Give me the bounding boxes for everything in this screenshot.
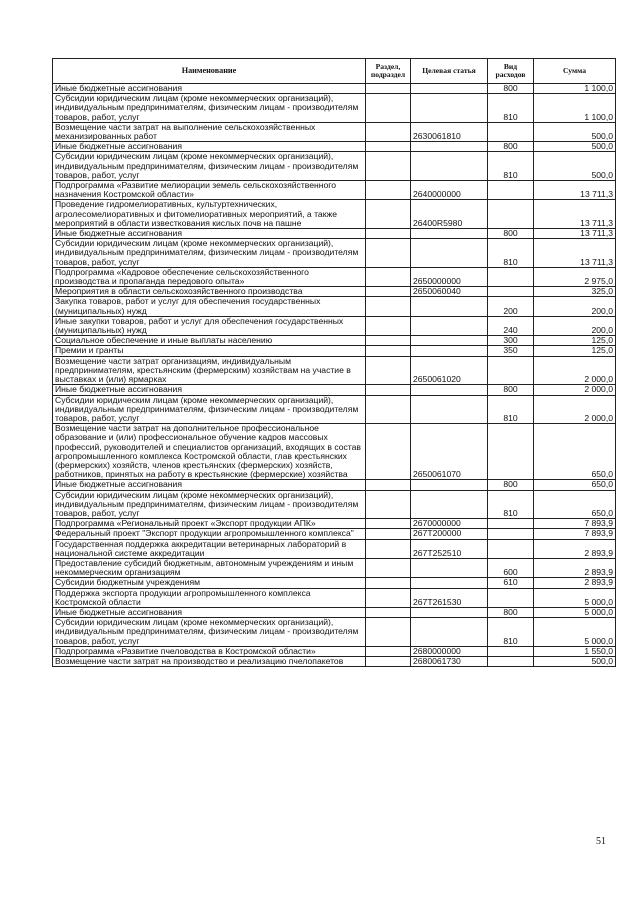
cell-type: 800 (488, 142, 534, 152)
cell-type (488, 122, 534, 141)
cell-sum: 650,0 (534, 480, 616, 490)
cell-section (366, 529, 411, 539)
table-header-row (53, 59, 616, 84)
table-row (53, 480, 616, 490)
cell-target (411, 607, 488, 617)
cell-target: 2680000000 (411, 646, 488, 656)
cell-sum: 500,0 (534, 122, 616, 141)
cell-name: Предоставление субсидий бюджетным, автономным учреждениям и иным некоммерческим организациям (53, 558, 366, 577)
cell-name: Подпрограмма «Региональный проект «Экспорт продукции АПК» (53, 519, 366, 529)
header-name: Наименование (53, 59, 366, 84)
cell-name: Иные бюджетные ассигнования (53, 142, 366, 152)
cell-name: Подпрограмма «Развитие мелиорации земель сельскохозяйственного назначения Костромской области» (53, 181, 366, 200)
cell-sum: 500,0 (534, 142, 616, 152)
cell-name: Субсидии бюджетным учреждениям (53, 578, 366, 588)
cell-type (488, 200, 534, 229)
cell-section (366, 200, 411, 229)
cell-target: 2650061070 (411, 424, 488, 480)
cell-section (366, 336, 411, 346)
cell-section (366, 578, 411, 588)
cell-name: Субсидии юридическим лицам (кроме некоммерческих организаций), индивидуальным предпринимателям, физическим лицам - производителям товаров, работ, услуг (53, 395, 366, 424)
cell-type: 200 (488, 297, 534, 316)
table-row (53, 181, 616, 200)
cell-type: 610 (488, 578, 534, 588)
header-type: Вид расходов (488, 59, 534, 84)
cell-type: 800 (488, 607, 534, 617)
cell-target (411, 346, 488, 356)
cell-sum: 200,0 (534, 316, 616, 335)
cell-name: Возмещение части затрат на выполнение сельскохозяйственных механизированных работ (53, 122, 366, 141)
cell-name: Возмещение части затрат организациям, индивидуальным предпринимателям, крестьянским (фермерским) хозяйствам на участие в выставках и (или) ярмарках (53, 356, 366, 385)
cell-target (411, 152, 488, 181)
table-row (53, 346, 616, 356)
table-row (53, 490, 616, 519)
budget-table (52, 58, 616, 667)
cell-sum: 5 000,0 (534, 588, 616, 607)
table-row (53, 239, 616, 268)
cell-name: Иные закупки товаров, работ и услуг для обеспечения государственных (муниципальных) нужд (53, 316, 366, 335)
cell-section (366, 519, 411, 529)
cell-section (366, 607, 411, 617)
cell-target: 2670000000 (411, 519, 488, 529)
cell-sum: 2 893,9 (534, 578, 616, 588)
cell-sum: 650,0 (534, 424, 616, 480)
table-row (53, 356, 616, 385)
cell-sum: 2 975,0 (534, 267, 616, 286)
cell-section (366, 558, 411, 577)
cell-sum: 13 711,3 (534, 239, 616, 268)
page-number: 51 (596, 836, 606, 847)
cell-target (411, 94, 488, 123)
cell-type: 600 (488, 558, 534, 577)
cell-type: 350 (488, 346, 534, 356)
cell-type: 810 (488, 94, 534, 123)
cell-target (411, 385, 488, 395)
table-row (53, 385, 616, 395)
cell-name: Возмещение части затрат на дополнительное профессиональное образование и (или) профессиональное обучение кадров массовых профессий, руководителей и специалистов организаций, входящих в состав агропромышленного комплекса Костромской области, глав крестьянских (фермерских) хозяйств, членов крестьянских (фермерских) хозяйств, работников, принятых на работу в крестьянские (фермерские) хозяйства (53, 424, 366, 480)
cell-type: 810 (488, 490, 534, 519)
cell-name: Возмещение части затрат на производство и реализацию пчелопакетов (53, 656, 366, 666)
cell-name: Поддержка экспорта продукции агропромышленного комплекса Костромской области (53, 588, 366, 607)
cell-target (411, 618, 488, 647)
cell-target (411, 558, 488, 577)
table-row (53, 424, 616, 480)
cell-type: 800 (488, 229, 534, 239)
cell-section (366, 490, 411, 519)
cell-name: Иные бюджетные ассигнования (53, 385, 366, 395)
cell-section (366, 229, 411, 239)
cell-name: Социальное обеспечение и иные выплаты населению (53, 336, 366, 346)
table-row (53, 84, 616, 94)
cell-target (411, 316, 488, 335)
cell-target: 2650060040 (411, 287, 488, 297)
cell-target: 2630061810 (411, 122, 488, 141)
cell-type: 800 (488, 84, 534, 94)
cell-sum: 5 000,0 (534, 618, 616, 647)
cell-type (488, 529, 534, 539)
table-row (53, 142, 616, 152)
cell-type: 300 (488, 336, 534, 346)
cell-sum: 13 711,3 (534, 200, 616, 229)
cell-type (488, 539, 534, 558)
cell-target (411, 229, 488, 239)
table-row (53, 558, 616, 577)
cell-name: Субсидии юридическим лицам (кроме некоммерческих организаций), индивидуальным предпринимателям, физическим лицам - производителям товаров, работ, услуг (53, 239, 366, 268)
cell-sum: 5 000,0 (534, 607, 616, 617)
cell-sum: 1 100,0 (534, 84, 616, 94)
cell-sum: 325,0 (534, 287, 616, 297)
cell-name: Иные бюджетные ассигнования (53, 229, 366, 239)
cell-section (366, 356, 411, 385)
cell-sum: 13 711,3 (534, 229, 616, 239)
cell-type: 810 (488, 618, 534, 647)
cell-section (366, 480, 411, 490)
cell-name: Подпрограмма «Кадровое обеспечение сельскохозяйственного производства и пропаганда передового опыта» (53, 267, 366, 286)
cell-type: 800 (488, 480, 534, 490)
header-target: Целевая статья (411, 59, 488, 84)
table-row (53, 607, 616, 617)
cell-type (488, 267, 534, 286)
cell-target (411, 480, 488, 490)
cell-name: Закупка товаров, работ и услуг для обеспечения государственных (муниципальных) нужд (53, 297, 366, 316)
cell-sum: 500,0 (534, 656, 616, 666)
cell-section (366, 297, 411, 316)
cell-type: 810 (488, 395, 534, 424)
table-row (53, 122, 616, 141)
cell-name: Мероприятия в области сельскохозяйственного производства (53, 287, 366, 297)
cell-sum: 500,0 (534, 152, 616, 181)
cell-sum: 7 893,9 (534, 519, 616, 529)
cell-sum: 2 000,0 (534, 395, 616, 424)
cell-name: Федеральный проект "Экспорт продукции агропромышленного комплекса" (53, 529, 366, 539)
table-row (53, 297, 616, 316)
table-row (53, 656, 616, 666)
table-row (53, 529, 616, 539)
cell-target (411, 84, 488, 94)
cell-sum: 2 893,9 (534, 558, 616, 577)
table-row (53, 395, 616, 424)
cell-name: Субсидии юридическим лицам (кроме некоммерческих организаций), индивидуальным предпринимателям, физическим лицам - производителям товаров, работ, услуг (53, 490, 366, 519)
cell-type (488, 588, 534, 607)
cell-target: 2650000000 (411, 267, 488, 286)
cell-target: 267Т200000 (411, 529, 488, 539)
cell-target: 2680061730 (411, 656, 488, 666)
header-sum: Сумма (534, 59, 616, 84)
cell-section (366, 395, 411, 424)
cell-name: Иные бюджетные ассигнования (53, 480, 366, 490)
cell-sum: 1 550,0 (534, 646, 616, 656)
cell-target (411, 142, 488, 152)
cell-name: Государственная поддержка аккредитации ветеринарных лабораторий в национальной системе аккредитации (53, 539, 366, 558)
cell-type: 810 (488, 152, 534, 181)
cell-section (366, 588, 411, 607)
cell-target: 267Т252510 (411, 539, 488, 558)
cell-name: Субсидии юридическим лицам (кроме некоммерческих организаций), индивидуальным предпринимателям, физическим лицам - производителям товаров, работ, услуг (53, 152, 366, 181)
cell-sum: 2 000,0 (534, 385, 616, 395)
table-row (53, 316, 616, 335)
table-row (53, 152, 616, 181)
cell-section (366, 122, 411, 141)
cell-name: Проведение гидромелиоративных, культуртехнических, агролесомелиоративных и фитомелиоративных мероприятий, а также мероприятий в области известкования кислых почв на пашне (53, 200, 366, 229)
header-section: Раздел, подраздел (366, 59, 411, 84)
table-row (53, 287, 616, 297)
cell-target (411, 239, 488, 268)
cell-name: Подпрограмма «Развитие пчеловодства в Костромской области» (53, 646, 366, 656)
cell-name: Премии и гранты (53, 346, 366, 356)
cell-sum: 1 100,0 (534, 94, 616, 123)
cell-section (366, 656, 411, 666)
cell-target (411, 490, 488, 519)
table-row (53, 519, 616, 529)
table-row (53, 646, 616, 656)
table-row (53, 200, 616, 229)
cell-sum: 200,0 (534, 297, 616, 316)
cell-type: 240 (488, 316, 534, 335)
cell-section (366, 239, 411, 268)
table-row (53, 229, 616, 239)
cell-sum: 7 893,9 (534, 529, 616, 539)
cell-sum: 125,0 (534, 336, 616, 346)
cell-target (411, 395, 488, 424)
cell-sum: 2 000,0 (534, 356, 616, 385)
cell-type (488, 356, 534, 385)
cell-section (366, 94, 411, 123)
table-row (53, 588, 616, 607)
cell-target: 2640000000 (411, 181, 488, 200)
cell-name: Субсидии юридическим лицам (кроме некоммерческих организаций), индивидуальным предпринимателям, физическим лицам - производителям товаров, работ, услуг (53, 94, 366, 123)
cell-section (366, 142, 411, 152)
cell-type: 810 (488, 239, 534, 268)
table-row (53, 336, 616, 346)
cell-section (366, 152, 411, 181)
cell-type: 800 (488, 385, 534, 395)
table-row (53, 267, 616, 286)
cell-type (488, 287, 534, 297)
cell-type (488, 181, 534, 200)
cell-section (366, 84, 411, 94)
cell-sum: 125,0 (534, 346, 616, 356)
cell-target: 267Т261530 (411, 588, 488, 607)
cell-name: Иные бюджетные ассигнования (53, 84, 366, 94)
cell-section (366, 181, 411, 200)
cell-target: 2650061020 (411, 356, 488, 385)
cell-section (366, 539, 411, 558)
table-row (53, 578, 616, 588)
cell-type (488, 656, 534, 666)
table-row (53, 539, 616, 558)
cell-sum: 2 893,9 (534, 539, 616, 558)
cell-target (411, 336, 488, 346)
cell-sum: 13 711,3 (534, 181, 616, 200)
cell-type (488, 424, 534, 480)
table-row (53, 618, 616, 647)
cell-section (366, 618, 411, 647)
cell-name: Иные бюджетные ассигнования (53, 607, 366, 617)
cell-target: 26400R5980 (411, 200, 488, 229)
cell-target (411, 297, 488, 316)
cell-section (366, 346, 411, 356)
cell-sum: 650,0 (534, 490, 616, 519)
cell-target (411, 578, 488, 588)
cell-section (366, 646, 411, 656)
cell-section (366, 316, 411, 335)
cell-type (488, 519, 534, 529)
table-body (53, 84, 616, 667)
cell-section (366, 385, 411, 395)
cell-section (366, 424, 411, 480)
cell-name: Субсидии юридическим лицам (кроме некоммерческих организаций), индивидуальным предпринимателям, физическим лицам - производителям товаров, работ, услуг (53, 618, 366, 647)
cell-section (366, 267, 411, 286)
cell-section (366, 287, 411, 297)
budget-table-page (52, 58, 615, 667)
cell-type (488, 646, 534, 656)
table-row (53, 94, 616, 123)
